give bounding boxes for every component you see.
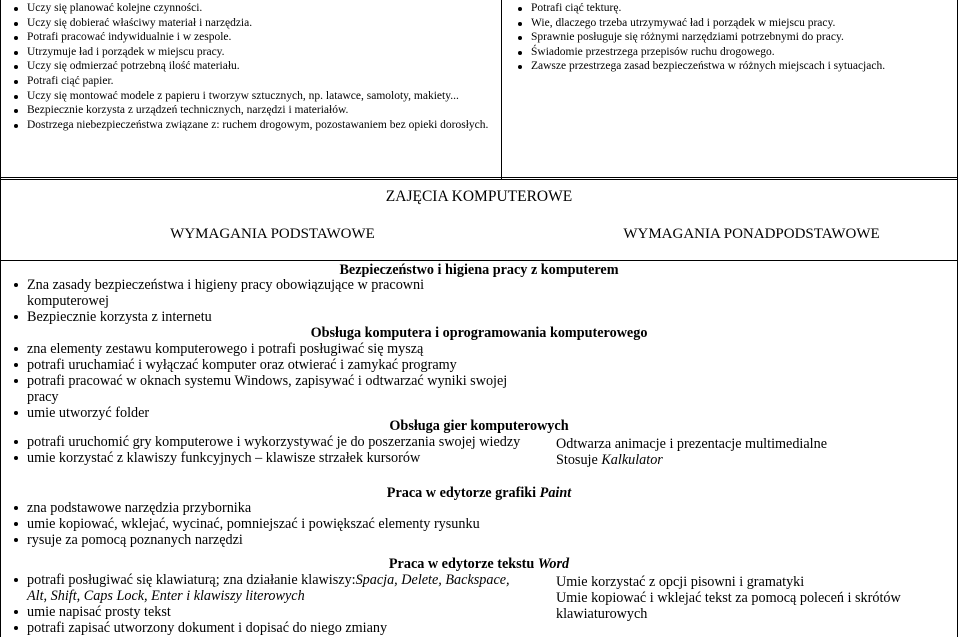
advanced-item: Umie korzystać z opcji pisowni i gramatyki <box>556 574 805 590</box>
subsection-title-italic: Paint <box>539 485 572 501</box>
subsection-title-text: Praca w edytorze grafiki <box>386 485 540 501</box>
top-right-list <box>531 1 951 74</box>
list-item: Zawsze przestrzega zasad bezpieczeństwa w różnych miejscach i sytuacjach. <box>531 59 951 74</box>
list-item: Świadomie przestrzega przepisów ruchu drogowego. <box>531 45 951 60</box>
subsection-title <box>0 556 958 572</box>
subsection-title-text: Praca w edytorze tekstu <box>388 556 538 572</box>
list-item: Sprawnie posługuje się różnymi narzędziami potrzebnymi do pracy. <box>531 30 951 45</box>
subsection-basic-cell <box>27 500 527 548</box>
list-item: Utrzymuje ład i porządek w miejscu pracy. <box>27 45 489 60</box>
list-item <box>27 572 517 604</box>
subsection-basic-cell <box>27 341 512 421</box>
list-item: potrafi pracować w oknach systemu Windows, zapisywać i odtwarzać wyniki swojej pracy <box>27 373 512 405</box>
list-item: potrafi uruchomić gry komputerowe i wykorzystywać je do poszerzania swojej wiedzy <box>27 434 521 450</box>
subsection-basic-cell <box>27 277 497 325</box>
table-border <box>0 179 958 180</box>
list-item: zna elementy zestawu komputerowego i potrafi posługiwać się myszą <box>27 341 512 357</box>
list-item: Uczy się montować modele z papieru i tworzyw sztucznych, np. latawce, samoloty, makiety... <box>27 89 462 104</box>
list-item: Wie, dlaczego trzeba utrzymywać ład i porządek w miejscu pracy. <box>531 16 951 31</box>
table-border <box>0 260 958 261</box>
subsection-basic-cell <box>27 434 522 466</box>
top-right-cell <box>531 1 951 74</box>
subsection-title <box>0 485 958 501</box>
top-left-list <box>27 1 489 132</box>
list-item: Uczy się dobierać właściwy materiał i narzędzia. <box>27 16 489 31</box>
bullet-list <box>27 277 497 325</box>
advanced-item <box>556 452 951 468</box>
list-item: Potrafi pracować indywidualnie i w zespole. <box>27 30 489 45</box>
subsection-title-italic: Word <box>537 556 570 572</box>
list-item: Zna zasady bezpieczeństwa i higieny pracy obowiązujące w pracowni komputerowej <box>27 277 497 309</box>
list-item: Dostrzega niebezpieczeństwa związane z: ruchem drogowym, pozostawaniem bez opieki dorosłych. <box>27 118 489 131</box>
list-item: Potrafi ciąć tekturę. <box>531 1 951 16</box>
advanced-item-italic: Kalkulator <box>601 452 663 469</box>
list-item: umie kopiować, wklejać, wycinać, pomniejszać i powiększać elementy rysunku <box>27 516 527 532</box>
column-header-basic: WYMAGANIA PODSTAWOWE <box>170 226 375 242</box>
advanced-item-text: Stosuje <box>556 452 602 469</box>
list-item: potrafi uruchamiać i wyłączać komputer oraz otwierać i zamykać programy <box>27 357 512 373</box>
list-item: umie korzystać z klawiszy funkcyjnych – klawisze strzałek kursorów <box>27 450 522 466</box>
list-item: umie utworzyć folder <box>27 405 512 421</box>
bullet-list <box>27 572 517 636</box>
subsection-advanced-cell <box>556 436 951 468</box>
list-item: potrafi zapisać utworzony dokument i dopisać do niego zmiany <box>27 620 517 636</box>
list-item: Bezpiecznie korzysta z urządzeń technicznych, narzędzi i materiałów. <box>27 103 489 118</box>
list-item: zna podstawowe narzędzia przybornika <box>27 500 527 516</box>
subsection-advanced-cell <box>556 574 951 622</box>
list-item: Uczy się planować kolejne czynności. <box>27 1 489 16</box>
table-border <box>957 0 958 180</box>
table-border <box>501 0 502 180</box>
list-item: umie napisać prosty tekst <box>27 604 517 620</box>
subsection-title: Bezpieczeństwo i higiena pracy z komputerem <box>339 262 619 278</box>
list-item: Uczy się odmierzać potrzebną ilość materiału. <box>27 59 489 74</box>
list-item: rysuje za pomocą poznanych narzędzi <box>27 532 527 548</box>
bullet-list <box>27 341 512 421</box>
bullet-list <box>27 500 527 548</box>
top-left-cell <box>27 1 489 132</box>
table-border <box>0 177 958 178</box>
list-item-italic: Spacja, Delete, Backspace, Alt, Shift, Caps Lock, Enter i klawiszy literowych <box>27 572 510 605</box>
advanced-item: Odtwarza animacje i prezentacje multimedialne <box>556 436 828 452</box>
list-item: Potrafi ciąć papier. <box>27 74 489 89</box>
bullet-list <box>27 434 522 466</box>
subsection-title: Obsługa gier komputerowych <box>389 418 569 434</box>
list-item-text: potrafi posługiwać się klawiaturą; zna działanie klawiszy: <box>27 572 356 588</box>
subsection-basic-cell <box>27 572 517 636</box>
subsection-title: Obsługa komputera i oprogramowania komputerowego <box>310 325 648 341</box>
table-border <box>0 0 1 180</box>
section-title: ZAJĘCIA KOMPUTEROWE <box>385 188 573 205</box>
advanced-item: Umie kopiować i wklejać tekst za pomocą poleceń i skrótów klawiaturowych <box>556 590 901 623</box>
column-header-advanced: WYMAGANIA PONADPODSTAWOWE <box>623 226 880 242</box>
list-item: Bezpiecznie korzysta z internetu <box>27 309 497 325</box>
